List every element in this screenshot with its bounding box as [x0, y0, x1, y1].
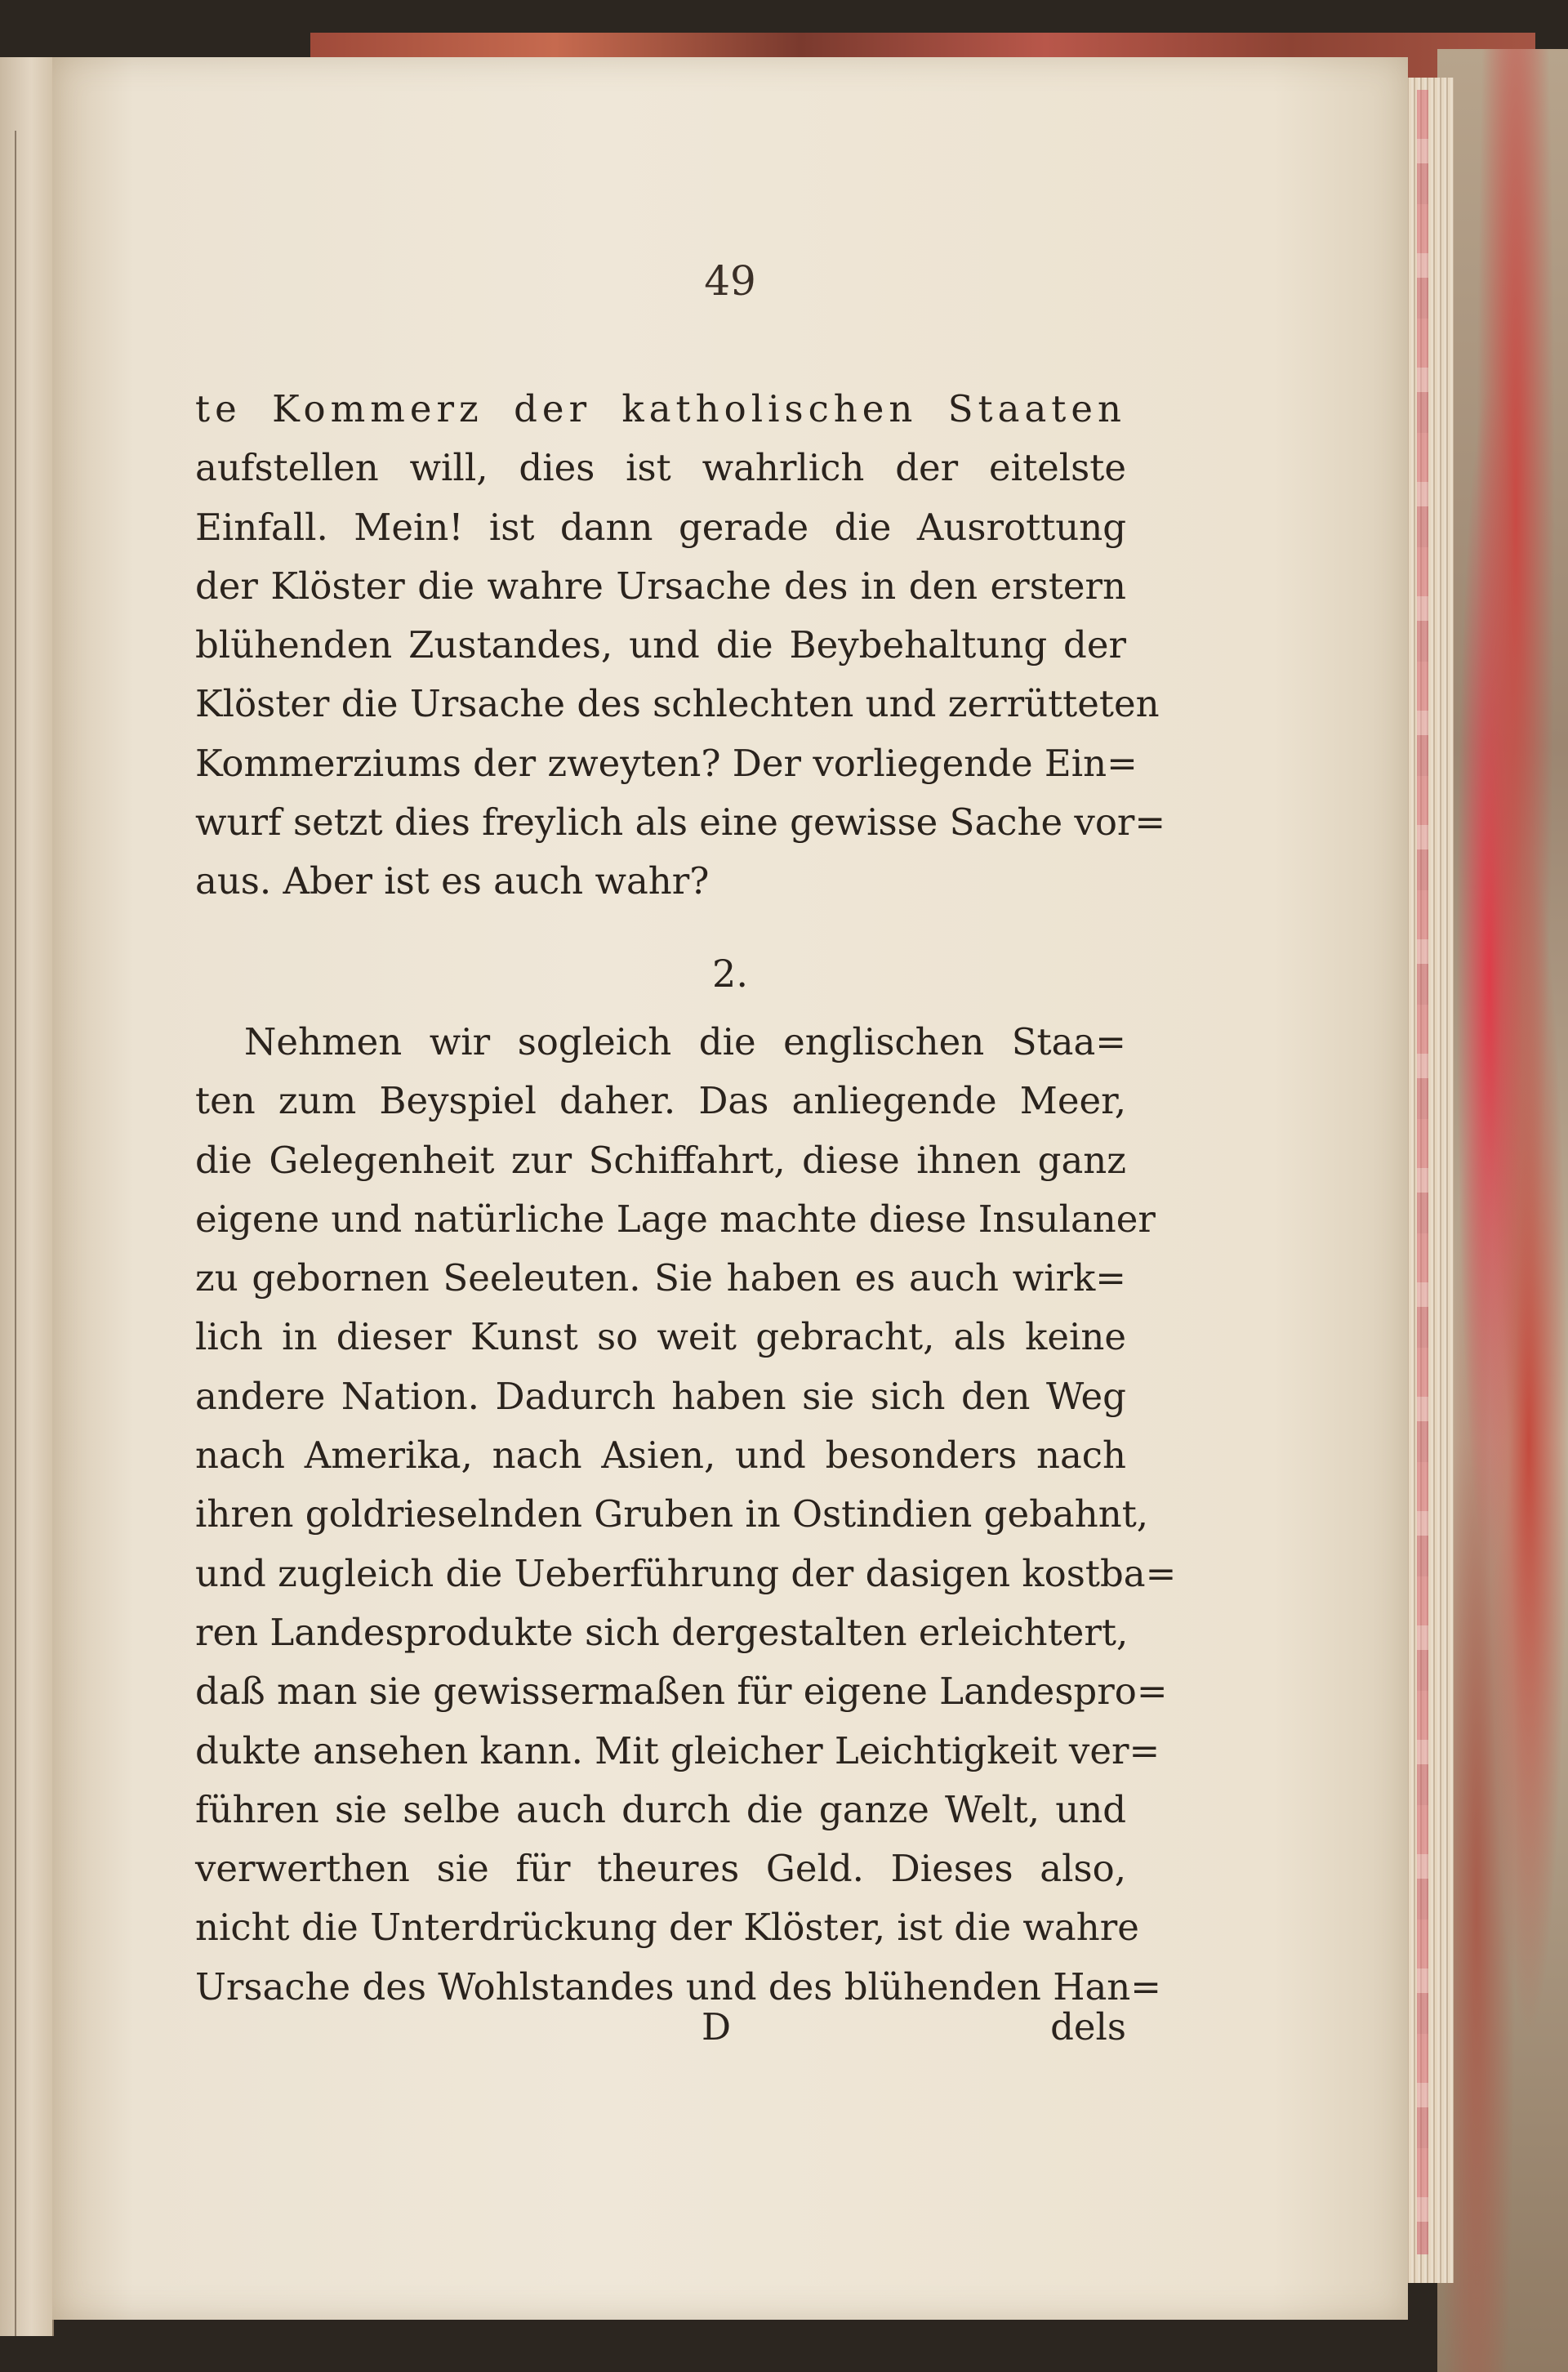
book-page	[52, 57, 1408, 2320]
text-line: eigene und natürliche Lage machte diese Insulaner	[195, 1197, 1156, 1241]
left-facing-page	[0, 57, 54, 2336]
text-line: aufstellen will, dies ist wahrlich der eitelste	[195, 446, 1126, 490]
gutter-line	[15, 131, 16, 2336]
text-line: Nehmen wir sogleich die englischen Staa=	[244, 1020, 1126, 1063]
text-line: andere Nation. Dadurch haben sie sich den Weg	[195, 1374, 1126, 1418]
text-line: lich in dieser Kunst so weit gebracht, als keine	[195, 1315, 1126, 1359]
text-line: ren Landesprodukte sich dergestalten erleichtert,	[195, 1610, 1129, 1654]
text-line: te Kommerz der katholischen Staaten	[195, 387, 1126, 430]
text-line: verwerthen sie für theures Geld. Dieses also,	[195, 1847, 1126, 1891]
text-line: zu gebornen Seeleuten. Sie haben es auch wirk=	[195, 1256, 1126, 1300]
text-line: führen sie selbe auch durch die ganze Welt, und	[195, 1787, 1126, 1831]
text-line: Ursache des Wohlstandes und des blühenden Han=	[195, 1964, 1161, 2009]
text-line: blühenden Zustandes, und die Beybehaltung der	[195, 623, 1126, 667]
text-line: ihren goldrieselnden Gruben in Ostindien gebahnt,	[195, 1492, 1149, 1536]
text-line: Klöster die Ursache des schlechten und zerrütteten	[195, 682, 1160, 726]
page-edges	[1405, 78, 1454, 2283]
section-number: 2.	[712, 952, 748, 996]
text-line: die Gelegenheit zur Schiffahrt, diese ihnen ganz	[195, 1138, 1126, 1182]
signature-mark: D	[702, 2005, 732, 2049]
text-line: wurf setzt dies freylich als eine gewisse Sache vor=	[195, 800, 1166, 845]
text-line: Kommerziums der zweyten? Der vorliegende Ein=	[195, 741, 1138, 785]
text-line: dukte ansehen kann. Mit gleicher Leichtigkeit ver=	[195, 1728, 1160, 1772]
text-line: nach Amerika, nach Asien, und besonders nach	[195, 1433, 1126, 1478]
red-edge-stain	[1417, 90, 1428, 2254]
text-line: und zugleich die Ueberführung der dasigen kostba=	[195, 1551, 1177, 1595]
text-line: aus. Aber ist es auch wahr?	[195, 859, 710, 903]
marbled-cover-right	[1437, 49, 1568, 2372]
text-line: daß man sie gewissermaßen für eigene Landespro=	[195, 1670, 1168, 1714]
page-number: 49	[704, 257, 756, 305]
paragraph-2	[195, 1013, 1177, 2017]
text-line: ten zum Beyspiel daher. Das anliegende Meer,	[195, 1079, 1126, 1123]
page-footer	[195, 2005, 1126, 2064]
text-line: der Klöster die wahre Ursache des in den erstern	[195, 564, 1126, 608]
paragraph-1	[195, 380, 1166, 912]
text-line: Einfall. Mein! ist dann gerade die Ausrottung	[195, 505, 1126, 549]
text-line: nicht die Unterdrückung der Klöster, ist die wahre	[195, 1906, 1139, 1950]
catchword: dels	[1050, 2005, 1126, 2049]
